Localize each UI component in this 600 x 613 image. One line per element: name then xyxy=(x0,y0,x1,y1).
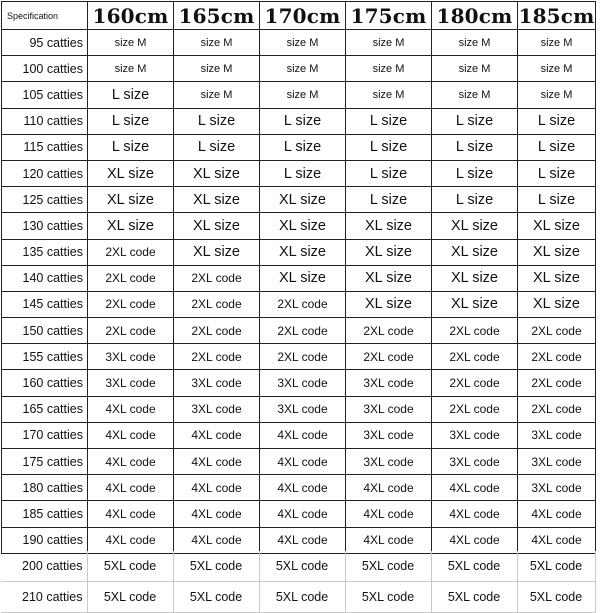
size-table-extended xyxy=(1,551,596,613)
size-cell: 5XL code xyxy=(345,582,431,613)
size-cell: 2XL code xyxy=(518,318,596,344)
size-cell: size M xyxy=(174,82,260,108)
table-row xyxy=(2,527,596,553)
size-cell: 5XL code xyxy=(87,551,173,582)
size-cell: 5XL code xyxy=(259,551,345,582)
table-row xyxy=(2,396,596,422)
size-cell: 2XL code xyxy=(346,318,432,344)
size-cell: 3XL code xyxy=(88,370,174,396)
size-cell: XL size xyxy=(346,265,432,291)
size-cell: L size xyxy=(88,108,174,134)
size-cell: XL size xyxy=(260,187,346,213)
size-cell: 5XL code xyxy=(87,582,173,613)
height-header: 160cm xyxy=(88,2,174,30)
size-cell: XL size xyxy=(346,213,432,239)
table-row xyxy=(2,30,596,56)
size-cell: 3XL code xyxy=(346,370,432,396)
size-cell: L size xyxy=(346,160,432,186)
size-cell: 4XL code xyxy=(174,449,260,475)
size-cell: 4XL code xyxy=(518,527,596,553)
weight-label: 190 catties xyxy=(2,527,88,553)
size-cell: 2XL code xyxy=(432,344,518,370)
size-cell: L size xyxy=(518,160,596,186)
size-cell: L size xyxy=(88,134,174,160)
weight-label: 110 catties xyxy=(2,108,88,134)
size-cell: 2XL code xyxy=(88,291,174,317)
size-cell: 4XL code xyxy=(260,501,346,527)
size-cell: 2XL code xyxy=(174,344,260,370)
table-row xyxy=(2,187,596,213)
header-row xyxy=(2,2,596,30)
table-row xyxy=(2,56,596,82)
size-cell: size M xyxy=(260,82,346,108)
size-cell: size M xyxy=(260,56,346,82)
size-cell: 4XL code xyxy=(88,396,174,422)
size-cell: L size xyxy=(432,160,518,186)
size-cell: 3XL code xyxy=(260,396,346,422)
size-cell: size M xyxy=(88,56,174,82)
size-cell: XL size xyxy=(260,239,346,265)
size-cell: size M xyxy=(518,82,596,108)
height-header: 165cm xyxy=(174,2,260,30)
size-cell: L size xyxy=(346,108,432,134)
weight-label: 175 catties xyxy=(2,449,88,475)
weight-label: 135 catties xyxy=(2,239,88,265)
size-cell: 3XL code xyxy=(432,422,518,448)
size-cell: 5XL code xyxy=(345,551,431,582)
size-cell: size M xyxy=(432,56,518,82)
weight-label: 95 catties xyxy=(2,30,88,56)
size-cell: size M xyxy=(260,30,346,56)
size-cell: XL size xyxy=(432,239,518,265)
size-cell: L size xyxy=(346,134,432,160)
size-cell: size M xyxy=(432,82,518,108)
size-cell: 3XL code xyxy=(518,422,596,448)
size-cell: 4XL code xyxy=(346,475,432,501)
size-cell: 4XL code xyxy=(260,527,346,553)
size-cell: XL size xyxy=(518,213,596,239)
weight-label: 145 catties xyxy=(2,291,88,317)
corner-label: Specification xyxy=(2,2,88,30)
size-cell: size M xyxy=(174,56,260,82)
size-cell: 4XL code xyxy=(174,527,260,553)
size-cell: 4XL code xyxy=(432,527,518,553)
size-cell: 3XL code xyxy=(346,449,432,475)
size-cell: 4XL code xyxy=(88,527,174,553)
table-row xyxy=(2,213,596,239)
table-row xyxy=(2,501,596,527)
table-row xyxy=(2,291,596,317)
weight-label: 105 catties xyxy=(2,82,88,108)
size-cell: XL size xyxy=(88,160,174,186)
size-cell: XL size xyxy=(432,265,518,291)
size-cell: 3XL code xyxy=(346,396,432,422)
size-cell: 2XL code xyxy=(518,370,596,396)
size-cell: 2XL code xyxy=(260,318,346,344)
size-cell: 2XL code xyxy=(174,265,260,291)
weight-label: 130 catties xyxy=(2,213,88,239)
table-row xyxy=(2,344,596,370)
size-cell: 4XL code xyxy=(260,422,346,448)
size-cell: L size xyxy=(518,187,596,213)
weight-label: 115 catties xyxy=(2,134,88,160)
height-header: 175cm xyxy=(346,2,432,30)
weight-label: 150 catties xyxy=(2,318,88,344)
size-cell: XL size xyxy=(260,213,346,239)
table-row xyxy=(2,134,596,160)
size-cell: L size xyxy=(260,160,346,186)
size-cell: 2XL code xyxy=(346,344,432,370)
size-cell: 2XL code xyxy=(518,344,596,370)
size-cell: L size xyxy=(432,108,518,134)
size-cell: 4XL code xyxy=(432,501,518,527)
size-cell: XL size xyxy=(518,291,596,317)
size-cell: 2XL code xyxy=(88,265,174,291)
size-cell: 4XL code xyxy=(88,422,174,448)
size-cell: size M xyxy=(346,82,432,108)
size-cell: 3XL code xyxy=(88,344,174,370)
height-header: 185cm xyxy=(518,3,595,28)
height-header: 170cm xyxy=(260,2,346,30)
weight-label: 210 catties xyxy=(1,582,87,613)
weight-label: 185 catties xyxy=(2,501,88,527)
size-cell: 4XL code xyxy=(260,475,346,501)
size-cell: 2XL code xyxy=(174,291,260,317)
size-cell: 5XL code xyxy=(517,551,595,582)
table-row xyxy=(2,475,596,501)
size-cell: 5XL code xyxy=(431,582,517,613)
size-cell: 4XL code xyxy=(518,501,596,527)
size-cell: size M xyxy=(346,56,432,82)
size-cell: 3XL code xyxy=(432,449,518,475)
table-row xyxy=(2,265,596,291)
size-cell: 3XL code xyxy=(260,370,346,396)
height-header: 180cm xyxy=(432,2,518,30)
size-cell: 4XL code xyxy=(346,527,432,553)
size-cell: size M xyxy=(518,56,596,82)
table-row xyxy=(1,582,595,613)
size-cell: L size xyxy=(346,187,432,213)
size-cell: 4XL code xyxy=(88,449,174,475)
size-cell: 4XL code xyxy=(88,475,174,501)
size-table xyxy=(1,1,596,554)
weight-label: 165 catties xyxy=(2,396,88,422)
weight-label: 120 catties xyxy=(2,160,88,186)
size-cell: XL size xyxy=(174,239,260,265)
size-cell: 2XL code xyxy=(432,396,518,422)
weight-label: 160 catties xyxy=(2,370,88,396)
size-cell: 4XL code xyxy=(432,475,518,501)
size-cell: 4XL code xyxy=(346,501,432,527)
size-cell: 2XL code xyxy=(260,291,346,317)
weight-label: 155 catties xyxy=(2,344,88,370)
size-cell: L size xyxy=(174,134,260,160)
table-row xyxy=(2,318,596,344)
table-row xyxy=(2,370,596,396)
size-cell: L size xyxy=(260,108,346,134)
size-cell: 5XL code xyxy=(431,551,517,582)
size-cell: 5XL code xyxy=(173,551,259,582)
size-cell: L size xyxy=(174,108,260,134)
size-cell: XL size xyxy=(88,187,174,213)
size-cell: XL size xyxy=(518,239,596,265)
size-cell: 2XL code xyxy=(432,370,518,396)
table-row xyxy=(2,82,596,108)
size-cell: 2XL code xyxy=(174,318,260,344)
size-cell: XL size xyxy=(432,291,518,317)
weight-label: 125 catties xyxy=(2,187,88,213)
size-cell: L size xyxy=(518,108,596,134)
size-cell: size M xyxy=(518,30,596,56)
size-cell: XL size xyxy=(174,160,260,186)
table-row xyxy=(1,551,595,582)
weight-label: 170 catties xyxy=(2,422,88,448)
size-cell: 2XL code xyxy=(432,318,518,344)
size-cell: 2XL code xyxy=(88,318,174,344)
table-row xyxy=(2,108,596,134)
size-cell: 5XL code xyxy=(517,582,595,613)
size-cell: 2XL code xyxy=(518,396,596,422)
size-cell: 2XL code xyxy=(260,344,346,370)
size-cell: 3XL code xyxy=(174,396,260,422)
size-cell: 4XL code xyxy=(88,501,174,527)
size-cell: 4XL code xyxy=(174,422,260,448)
table-row xyxy=(2,239,596,265)
size-cell: L size xyxy=(518,134,596,160)
size-cell: 4XL code xyxy=(174,475,260,501)
size-cell: 3XL code xyxy=(518,449,596,475)
size-cell: XL size xyxy=(346,291,432,317)
weight-label: 180 catties xyxy=(2,475,88,501)
table-row xyxy=(2,449,596,475)
size-cell: 3XL code xyxy=(346,422,432,448)
size-cell: 3XL code xyxy=(174,370,260,396)
table-row xyxy=(2,160,596,186)
size-cell: 2XL code xyxy=(88,239,174,265)
size-cell: L size xyxy=(432,134,518,160)
size-cell: XL size xyxy=(174,187,260,213)
size-cell: XL size xyxy=(346,239,432,265)
size-cell: size M xyxy=(174,30,260,56)
size-cell: XL size xyxy=(88,213,174,239)
weight-label: 100 catties xyxy=(2,56,88,82)
size-cell: XL size xyxy=(260,265,346,291)
weight-label: 200 catties xyxy=(1,551,87,582)
size-cell: 4XL code xyxy=(260,449,346,475)
size-cell: 4XL code xyxy=(174,501,260,527)
size-cell: L size xyxy=(88,82,174,108)
size-cell: 5XL code xyxy=(259,582,345,613)
weight-label: 140 catties xyxy=(2,265,88,291)
size-cell: size M xyxy=(432,30,518,56)
size-cell: XL size xyxy=(174,213,260,239)
size-cell: size M xyxy=(88,30,174,56)
size-cell: XL size xyxy=(432,213,518,239)
size-cell: L size xyxy=(432,187,518,213)
size-cell: XL size xyxy=(518,265,596,291)
size-cell: 5XL code xyxy=(173,582,259,613)
size-cell: L size xyxy=(260,134,346,160)
size-cell: size M xyxy=(346,30,432,56)
size-cell: 3XL code xyxy=(518,475,596,501)
table-row xyxy=(2,422,596,448)
